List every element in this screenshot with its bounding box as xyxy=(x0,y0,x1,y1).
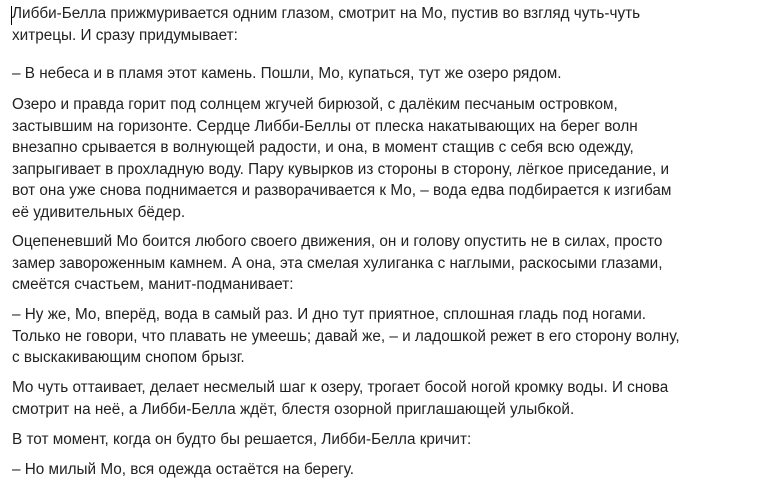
text-line: замер завороженным камнем. А она, эта смелая хулиганка с наглыми, раскосыми глазами, xyxy=(12,254,663,272)
paragraph xyxy=(12,429,471,451)
text-line: запрыгивает в прохладную воду. Пару кувырков из стороны в сторону, лёгкое приседание, и xyxy=(12,160,669,178)
text-line: Только не говори, что плавать не умеешь; давай же, – и ладошкой режет в его сторону волну, xyxy=(12,327,680,345)
text-line: Мо чуть оттаивает, делает несмелый шаг к озеру, трогает босой ногой кромку воды. И снова xyxy=(12,379,669,396)
text-line: с выскакивающим снопом брызг. xyxy=(12,349,245,366)
text-line: Оцепеневший Мо боится любого своего движения, он и голову опустить не в силах, просто xyxy=(12,233,663,250)
text-line: её удивительных бёдер. xyxy=(12,203,186,221)
paragraph xyxy=(12,63,562,85)
paragraph xyxy=(12,3,640,46)
paragraph xyxy=(12,304,680,369)
text-line: – Но милый Мо, вся одежда остаётся на берегу. xyxy=(12,461,355,478)
text-line: хитрецы. И сразу придумывает: xyxy=(12,26,238,44)
text-line: смеётся счастьем, манит-подманивает: xyxy=(12,276,294,293)
text-line: Озеро и правда горит под солнцем жгучей бирюзой, с далёким песчаным островком, xyxy=(12,96,618,113)
paragraph xyxy=(12,231,662,296)
text-line: смотрит на неё, а Либби-Белла ждёт, блестя озорной приглашающей улыбкой. xyxy=(12,400,575,418)
text-line: – В небеса и в пламя этот камень. Пошли, Мо, купаться, тут же озеро рядом. xyxy=(12,65,562,82)
paragraph xyxy=(12,94,671,223)
text-line: В тот момент, когда он будто бы решается, Либби-Белла кричит: xyxy=(12,431,472,448)
paragraph xyxy=(12,459,354,481)
paragraph xyxy=(12,377,668,420)
text-line: вот она уже снова поднимается и разворачивается к Мо, – вода едва подбирается к изгибам xyxy=(12,182,672,199)
text-line: внезапно срывается в волнующей радости, и она, в момент стащив с себя всю одежду, xyxy=(12,139,634,156)
text-line: застывшим на горизонте. Сердце Либби-Беллы от плеска накатывающих на берег волн xyxy=(12,117,638,135)
text-line: – Ну же, Мо, вперёд, вода в самый раз. И дно тут приятное, сплошная гладь под ногами. xyxy=(12,306,647,323)
text-line: Либби-Белла прижмуривается одним глазом, смотрит на Мо, пустив во взгляд чуть-чуть xyxy=(12,5,641,22)
